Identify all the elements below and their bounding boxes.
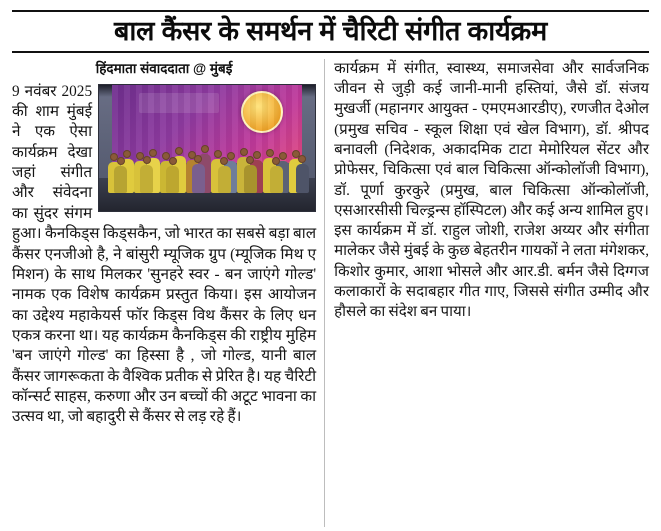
article-column-right <box>325 59 649 527</box>
headline-top-rule <box>12 10 649 12</box>
page-title: बाल कैंसर के समर्थन में चैरिटी संगीत कार्यक्रम <box>113 16 548 46</box>
article-column-left <box>12 59 324 527</box>
article-body-right: कार्यक्रम में संगीत, स्वास्थ्य, समाजसेवा और सार्वजनिक जीवन से जुड़ी कई जानी-मानी हस्तियां, जैसे डॉ. संजय मुखर्जी (महानगर आयुक्त - एमएमआरडीए), रणजीत देओल (प्रमुख सचिव - स्कूल शिक्षा एवं खेल विभाग), डॉ. श्रीपद बनावली (निदेशक, अकादमिक टाटा मेमोरियल सेंटर और प्रोफेसर, चिकित्सा एवं बाल चिकित्सा ऑन्कोलॉजी विभाग), डॉ. पूर्णा कुरकुरे (प्रमुख, बाल चिकित्सा ऑन्कोलॉजी, एसआरसीसी चिल्ड्रन्स हॉस्पिटल) और कई अन्य शामिल हुए। इस कार्यक्रम में डॉ. राहुल जोशी, राजेश अय्यर और संगीता मालेकर जैसे मुंबई के कुछ बेहतरीन गायकों ने लता मंगेशकर, किशोर कुमार, आशा भोसले और आर.डी. बर्मन जैसे दिग्गज कलाकारों के सदाबहार गीत गाए, जिससे संगीत उम्मीद और हौसले का संदेश बन पाया। <box>334 60 649 321</box>
headline-bottom-rule <box>12 51 649 53</box>
article-body-left: 9 नवंबर 2025 की शाम मुंबई ने एक ऐसा कार्यक्रम देखा जहां संगीत और संवेदना का सुंदर संगम हुआ। कैनकिड्स किड्सकैन, जो भारत का सबसे बड़ा बाल कैंसर एनजीओ है, ने बांसुरी म्यूजिक ग्रुप (म्यूजिक मिथ ए मिशन) के साथ मिलकर 'सुनहरे स्वर - बन जाएंगे गोल्ड' नामक एक विशेष कार्यक्रम प्रस्तुत किया। इस आयोजन का उद्देश्य महाकेयर्स फॉर किड्स विथ कैंसर के लिए धन एकत्र करना था। यह कार्यक्रम कैनकिड्स की राष्ट्रीय मुहिम 'बन जाएंगे गोल्ड' का हिस्सा है , जो गोल्ड, यानी बाल कैंसर जागरूकता के वैश्विक प्रतीक से प्रेरित है। यह चैरिटी कॉन्सर्ट साहस, करुणा और उन बच्चों की अटूट भावना का उत्सव था, जो बहादुरी से कैंसर से लड़ रहे हैं। <box>12 82 317 426</box>
crowd-of-participants <box>99 123 315 194</box>
article-columns <box>12 59 649 527</box>
byline: हिंदमाता संवाददाता @ मुंबई <box>95 60 233 76</box>
group-photo-on-stage <box>98 84 316 212</box>
backdrop-banner-text <box>139 93 219 113</box>
article-photo <box>98 84 316 212</box>
